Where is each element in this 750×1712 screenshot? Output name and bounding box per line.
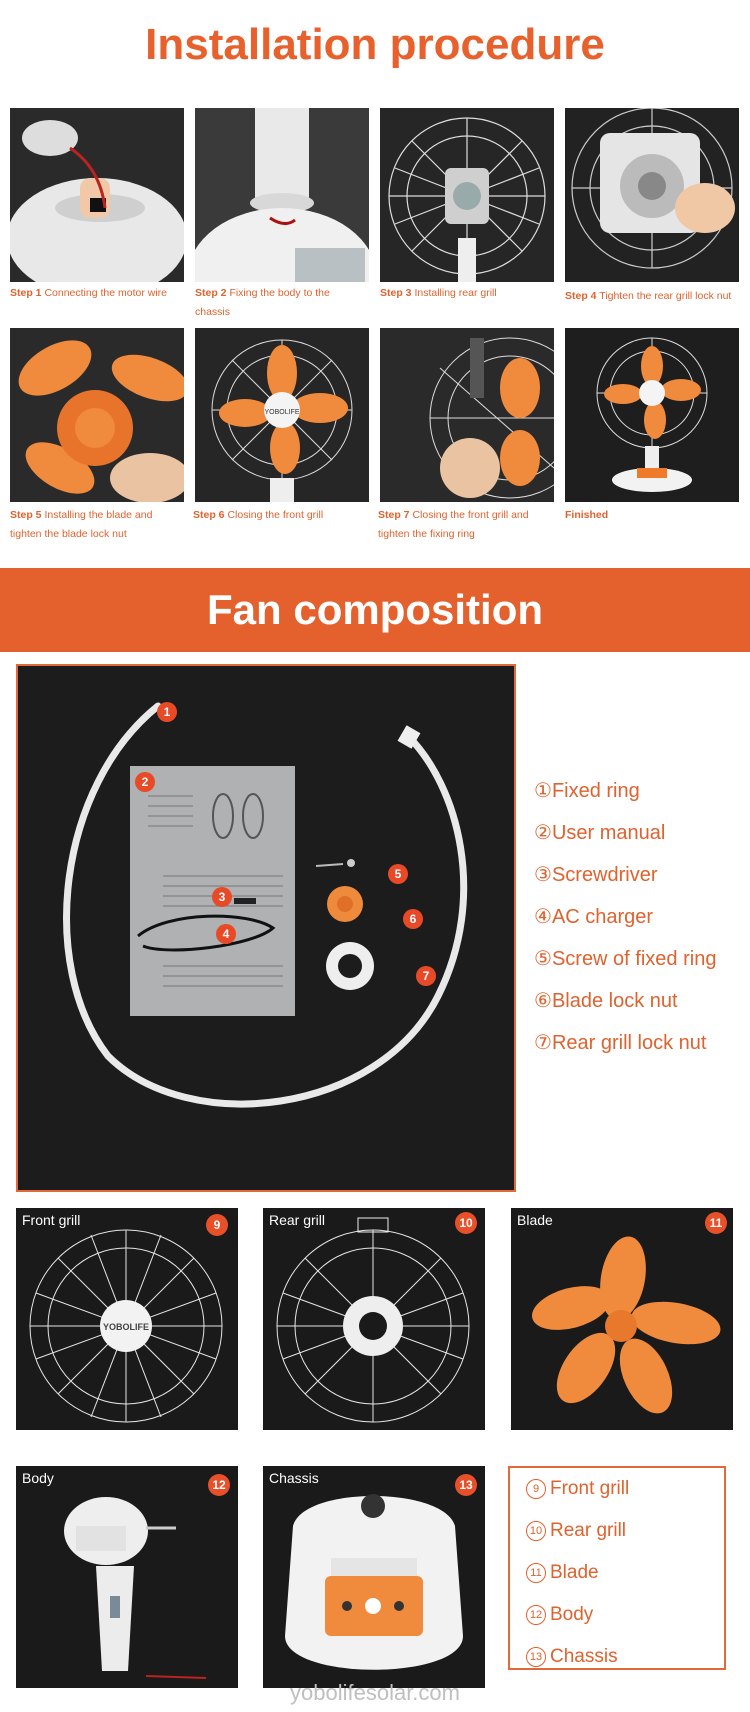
legend-item: ②User manual (534, 822, 666, 844)
legend-item: ⑤Screw of fixed ring (534, 948, 717, 970)
legend-item: ④AC charger (534, 906, 654, 928)
step-photo-2 (195, 108, 369, 282)
front-grill-brand: YOBOLIFE (102, 1322, 150, 1332)
step-caption-6: Step 6 Closing the front grill (193, 509, 324, 521)
tile-badge: 11 (705, 1212, 727, 1234)
tile-label: Front grill (22, 1212, 81, 1228)
tile-label: Chassis (269, 1470, 319, 1486)
marker-7: 7 (416, 966, 436, 986)
step-caption-4: Step 4 Tighten the rear grill lock nut (565, 290, 732, 302)
legend-item: ③Screwdriver (534, 864, 658, 886)
step-caption-1: Step 1 Connecting the motor wire (10, 287, 167, 299)
parts-legend-2 (526, 1468, 629, 1678)
step-caption-2: Step 2 Fixing the body to the chassis (195, 287, 330, 318)
page-title: Installation procedure (145, 20, 605, 69)
composition-photo (16, 664, 516, 1192)
step-photo-3 (380, 108, 554, 282)
photo-brand-text: YOBOLIFE (264, 409, 300, 416)
legend-item: ⑥Blade lock nut (534, 990, 678, 1012)
footer-watermark: yobolifesolar.com (290, 1680, 460, 1705)
step-photo-6 (195, 328, 369, 502)
tile-front-grill (16, 1208, 238, 1430)
tile-label: Blade (517, 1212, 553, 1228)
tile-label: Rear grill (269, 1212, 326, 1228)
marker-6: 6 (403, 909, 423, 929)
tile-badge: 12 (208, 1474, 230, 1496)
legend-item: 10 Rear grill (526, 1510, 629, 1552)
legend-item: 12 Body (526, 1594, 629, 1636)
tile-blade (511, 1208, 733, 1430)
step-photo-4 (565, 108, 739, 282)
marker-5: 5 (388, 864, 408, 884)
step-caption-7: Step 7 Closing the front grill and tighten the fixing ring (378, 509, 529, 540)
marker-3: 3 (212, 887, 232, 907)
tile-label: Body (22, 1470, 54, 1486)
legend-item: 9 Front grill (526, 1468, 629, 1510)
step-caption-finished: Finished (565, 509, 609, 521)
tile-badge: 9 (206, 1214, 228, 1236)
tile-chassis (263, 1466, 485, 1688)
parts-legend (534, 770, 716, 1064)
tile-badge: 10 (455, 1212, 477, 1234)
legend-item: ①Fixed ring (534, 780, 640, 802)
step-photo-5 (10, 328, 184, 502)
step-caption-3: Step 3 Installing rear grill (380, 287, 497, 299)
step-photo-1 (10, 108, 184, 282)
step-caption-5: Step 5 Installing the blade and tighten the blade lock nut (10, 509, 153, 540)
section-title: Fan composition (207, 586, 543, 633)
step-photo-7 (380, 328, 554, 502)
legend-item: 11 Blade (526, 1552, 629, 1594)
tile-badge: 13 (455, 1474, 477, 1496)
marker-4: 4 (216, 924, 236, 944)
legend-item: ⑦Rear grill lock nut (534, 1032, 707, 1054)
tile-rear-grill (263, 1208, 485, 1430)
tile-body (16, 1466, 238, 1688)
marker-2: 2 (135, 772, 155, 792)
marker-1: 1 (157, 702, 177, 722)
step-photo-finished (565, 328, 739, 502)
section-banner (0, 568, 750, 652)
legend-item: 13 Chassis (526, 1636, 629, 1678)
